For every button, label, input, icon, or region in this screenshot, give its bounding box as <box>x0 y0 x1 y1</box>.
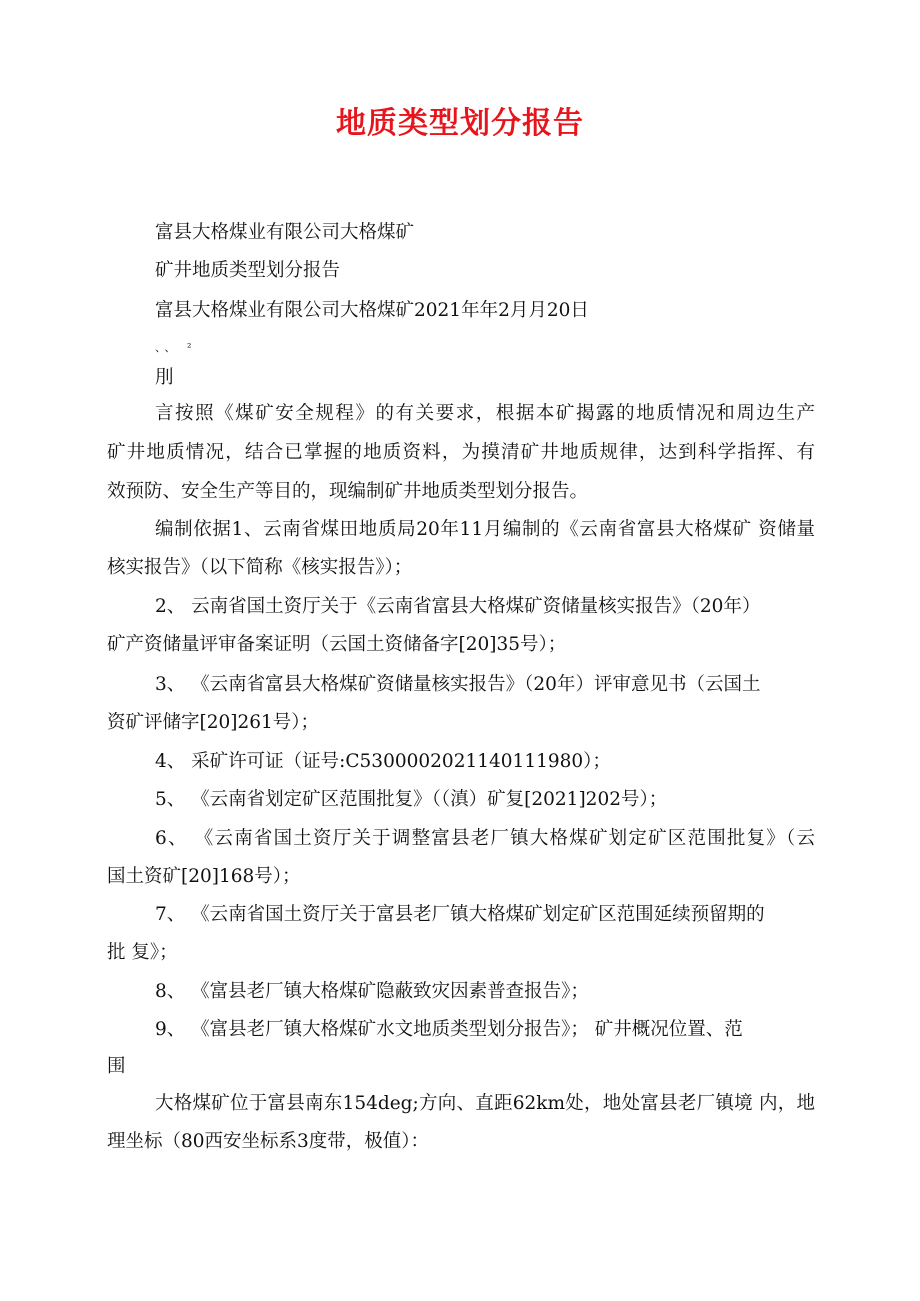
basis-item: 8、 《富县老厂镇大格煤矿隐蔽致灾因素普查报告》； <box>155 981 589 1002</box>
basis-line: 编制依据1、云南省煤田地质局20年11月编制的《云南省富县大格煤矿 资储量 <box>155 519 815 540</box>
basis-line: 围 <box>107 1056 126 1077</box>
basis-item: 3、 《云南省富县大格煤矿资储量核实报告》（20年）评审意见书（云国土 <box>155 674 761 695</box>
basis-line: 资矿评储字[20]261号）； <box>107 712 320 733</box>
basis-item: 7、 《云南省国土资厅关于富县老厂镇大格煤矿划定矿区范围延续预留期的 <box>155 904 765 925</box>
document-title: 地质类型划分报告 <box>336 106 584 141</box>
basis-line: 核实报告》（以下简称《核实报告》）； <box>107 557 413 578</box>
basis-item: 2、 云南省国土资厅关于《云南省富县大格煤矿资储量核实报告》（20年） <box>155 596 761 617</box>
report-subtitle: 矿井地质类型划分报告 <box>155 260 341 281</box>
preface-line: 言按照《煤矿安全规程》的有关要求，根据本矿揭露的地质情况和周边生产 <box>155 403 815 424</box>
company-name: 富县大格煤业有限公司大格煤矿 <box>155 222 415 243</box>
basis-line: 批 复》； <box>107 942 178 963</box>
basis-item: 5、 《云南省划定矿区范围批复》（（滇）矿复[2021]202号）； <box>155 789 668 810</box>
stray-marks: 、、 ² <box>155 341 196 354</box>
company-date-line: 富县大格煤业有限公司大格煤矿2021年年2月月20日 <box>155 300 589 321</box>
basis-item: 9、 《富县老厂镇大格煤矿水文地质类型划分报告》； 矿井概况位置、范 <box>155 1019 743 1040</box>
basis-item: 4、 采矿许可证（证号:C5300002021140111980）； <box>155 751 611 772</box>
basis-item: 6、 《云南省国土资厅关于调整富县老厂镇大格煤矿划定矿区范围批复》（云 <box>155 828 815 849</box>
basis-line: 国土资矿[20]168号）； <box>107 866 301 887</box>
location-line: 理坐标（80西安坐标系3度带，极值）： <box>107 1131 430 1152</box>
location-line: 大格煤矿位于富县南东154deg;方向、直距62km处，地处富县老厂镇境 内，地 <box>155 1093 815 1114</box>
preface-heading: 刖 <box>155 367 174 388</box>
preface-line: 效预防、安全生产等目的，现编制矿井地质类型划分报告。 <box>107 481 589 502</box>
basis-line: 矿产资储量评审备案证明（云国土资储备字[20]35号）； <box>107 634 567 655</box>
preface-line: 矿井地质情况，结合已掌握的地质资料，为摸清矿井地质规律，达到科学指挥、有 <box>107 442 815 463</box>
